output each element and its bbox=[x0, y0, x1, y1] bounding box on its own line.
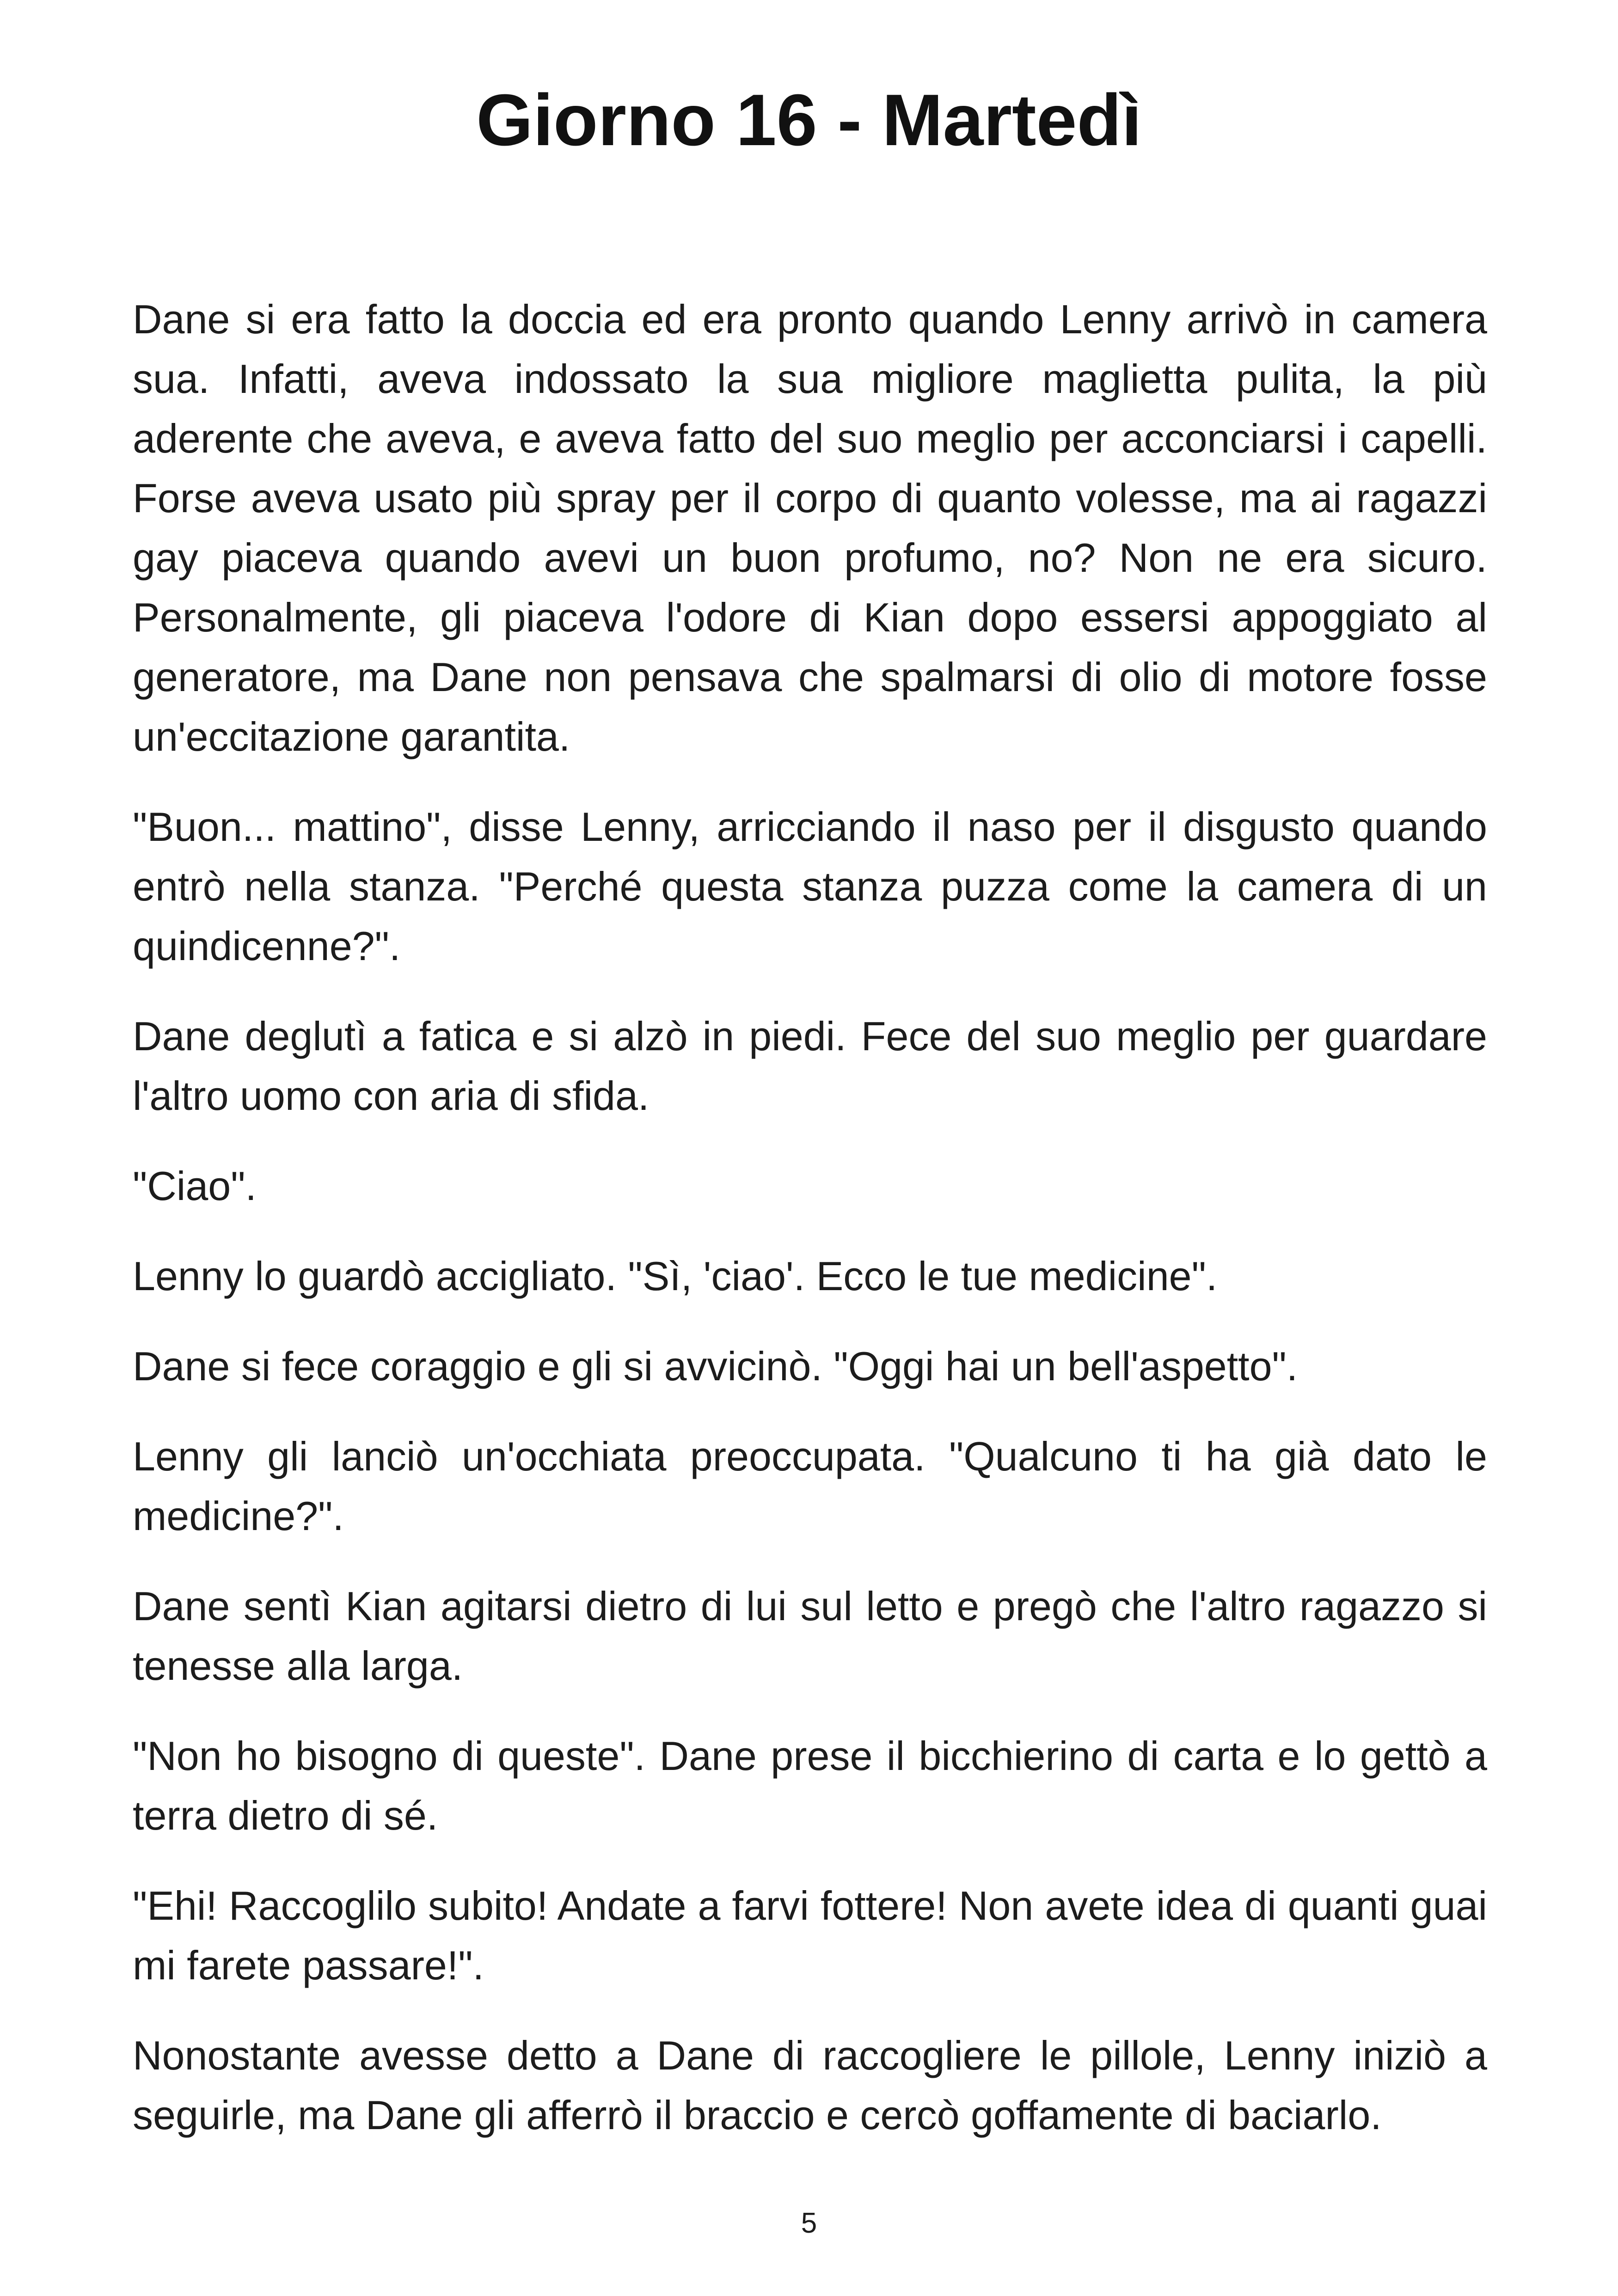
chapter-title: Giorno 16 - Martedì bbox=[476, 80, 1142, 161]
chapter-body bbox=[133, 289, 1487, 2175]
paragraph: Lenny gli lanciò un'occhiata preoccupata. "Qualcuno ti ha già dato le medicine?". bbox=[133, 1433, 1487, 1539]
paragraph: Nonostante avesse detto a Dane di raccogliere le pillole, Lenny iniziò a seguirle, ma Dane gli afferrò il braccio e cercò goffamente di baciarlo. bbox=[133, 2033, 1487, 2138]
paragraph: "Non ho bisogno di queste". Dane prese il bicchierino di carta e lo gettò a terra dietro di sé. bbox=[133, 1733, 1487, 1838]
paragraph: Dane sentì Kian agitarsi dietro di lui sul letto e pregò che l'altro ragazzo si tenesse alla larga. bbox=[133, 1583, 1487, 1689]
paragraph: Lenny lo guardò accigliato. "Sì, 'ciao'. Ecco le tue medicine". bbox=[133, 1253, 1218, 1299]
paragraph: "Buon... mattino", disse Lenny, arricciando il naso per il disgusto quando entrò nella stanza. "Perché questa stanza puzza come la camera di un quindicenne?". bbox=[133, 804, 1487, 969]
page-number: 5 bbox=[801, 2207, 817, 2239]
paragraph: "Ciao". bbox=[133, 1163, 257, 1209]
paragraph: Dane si fece coraggio e gli si avvicinò. "Oggi hai un bell'aspetto". bbox=[133, 1343, 1298, 1389]
paragraph: "Ehi! Raccoglilo subito! Andate a farvi fottere! Non avete idea di quanti guai mi farete passare!". bbox=[133, 1883, 1487, 1988]
paragraph: Dane deglutì a fatica e si alzò in piedi. Fece del suo meglio per guardare l'altro uomo con aria di sfida. bbox=[133, 1013, 1487, 1119]
paragraph: Dane si era fatto la doccia ed era pronto quando Lenny arrivò in camera sua. Infatti, aveva indossato la sua migliore maglietta pulita, la più aderente che aveva, e aveva fatto del suo meglio per acconciarsi i capelli. Forse aveva usato più spray per il corpo di quanto volesse, ma ai ragazzi gay piaceva quando avevi un buon profumo, no? Non ne era sicuro. Personalmente, gli piaceva l'odore di Kian dopo essersi appoggiato al generatore, ma Dane non pensava che spalmarsi di olio di motore fosse un'eccitazione garantita. bbox=[133, 296, 1487, 759]
